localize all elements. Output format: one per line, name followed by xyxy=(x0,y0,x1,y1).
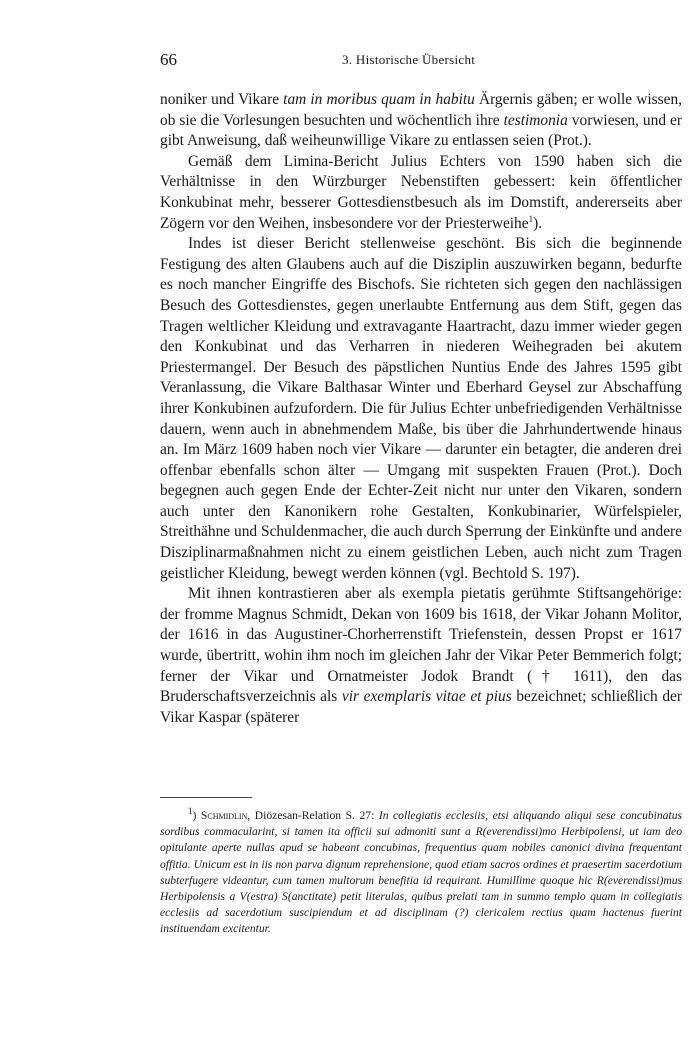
body-paragraph xyxy=(160,152,682,234)
body-paragraph xyxy=(160,234,682,584)
latin-phrase: testimonia xyxy=(503,111,568,129)
text-run: Gemäß dem Limina-Bericht Julius Echters von 1590 haben sich die Verhältnisse in den Würzburger Nebenstiften gebessert: kein öffentlicher Konkubinat mehr, besserer Gottesdienstbesuch als im Domstift, andererseits aber Zögern vor den Weihen, insbesondere vor der Priesterweihe xyxy=(160,152,682,232)
footnote-latin-quote: In collegiatis ecclesiis, etsi aliquando aliqui sese concubinatus sordibus commacularint, si tamen ita officii sui admoniti sunt a R(everendissi)mo Herbipolensi, ut iam deo opitulante aperte nullas apud se habeant concubinas, frequentius quam nobiles canonici divina frequentant offitia. Unicum est in iis non parva dignum reprehensione, quod etiam sacros ordines et praesertim sacerdotium subterfugere videantur, cum tamen multorum benefitia id requirant. Humillime quoque hic R(everendissi)mus Herbipolensis a V(estra) S(anctitate) petit literulas, quibus prelati tam in summo templo quam in collegiatis ecclesiis ad sacerdotium suscipiendum et ad disciplinam (?) clericalem rectius quam hactenus fuerint instituendam excitentur. xyxy=(160,809,683,936)
body-paragraph xyxy=(160,584,682,728)
text-run: Ärgernis gäben; er wolle wissen, ob sie die Vorlesungen besuchten und wöchentlich ihre xyxy=(160,91,682,129)
text-run: bezeichnet; schließlich der Vikar Kaspar (späterer xyxy=(160,688,682,726)
footnote-rule xyxy=(160,797,252,798)
text-run: noniker und Vikare xyxy=(160,91,284,108)
latin-phrase: tam in moribus quam in habitu xyxy=(283,91,475,108)
footnote-author: Schmidlin xyxy=(200,809,248,822)
body-text xyxy=(160,90,682,728)
body-paragraph xyxy=(160,90,682,152)
footnote-reference-mark: 1 xyxy=(528,213,534,224)
page-header xyxy=(160,50,680,70)
text-run: Indes ist dieser Bericht stellenweise geschönt. Bis sich die beginnende Festigung des alten Glaubens auch auf die Disziplin auszuwirken begann, bedurfte es noch mancher Eingriffe des Bischofs. Sie richteten sich gegen den nachlässigen Besuch des Gottesdienstes, gegen unerlaubte Entfernung aus dem Stift, gegen das Tragen weltlicher Kleidung und extravagante Haartracht, dazu immer wieder gegen den Konkubinat und das Verharren in niederen Weihegraden bei akutem Priestermangel. Der Besuch des päpstlichen Nuntius Ende des Jahres 1595 gibt Veranlassung, die Vikare Balthasar Winter und Eberhard Geysel zur Abschaffung ihrer Konkubinen aufzufordern. Die für Julius Echter unbefriedigenden Verhältnisse dauern, wenn auch in abnehmendem Maße, bis über die Jahrhundertwende hinaus an. Im März 1609 haben noch vier Vikare — darunter ein betagter, die anderen drei offenbar ebenfalls schon älter — Umgang mit suspekten Frauen (Prot.). Doch begegnen auch gegen Ende der Echter-Zeit nicht nur unter den Vikaren, sondern auch unter den Kanonikern rohe Gestalten, Konkubinarier, Würfelspieler, Streithähne und Schuldenmacher, die auch durch Sperrung der Einkünfte und andere Disziplinarmaßnahmen nicht zu einem geistlichen Leben, auch nicht zum Tragen geistlicher Kleidung, bewegt werden können (vgl. Bechtold S. 197). xyxy=(160,235,682,582)
text-run: ). xyxy=(533,214,543,232)
footnote-marker: 1 xyxy=(188,806,193,817)
text-run: vorwiesen, und er gibt Anweisung, daß weiheunwillige Vikare zu entlassen seien (Prot.). xyxy=(160,111,682,150)
text-run: Mit ihnen kontrastieren aber als exempla pietatis gerühmte Stiftsangehörige: der fromme Magnus Schmidt, Dekan von 1609 bis 1618, der Vikar Johann Molitor, der 1616 in das Augustiner-Chorherrenstift Triefenstein, dessen Propst er 1617 wurde, übertritt, wohin ihm noch im gleichen Jahr der Vikar Peter Bemmerich folgt; ferner der Vikar und Ornatmeister Jodok Brandt († 1611), den das Bruderschaftsverzeichnis als xyxy=(160,585,682,706)
running-title: 3. Historische Übersicht xyxy=(342,52,476,67)
latin-phrase: vir exemplaris vitae et pius xyxy=(341,688,512,706)
footnote xyxy=(160,808,682,938)
footnote-reference: , Diözesan-Relation S. 27: xyxy=(247,809,379,822)
footnote-paragraph: $^1$) Schmidlin, Diözesan-Relation S. 27: In collegiatis ecclesiis, etsi aliquando aliqui sese concubinatus sordibus commacularint, si tamen ita officii sui admoniti sunt a R(everendissi)mo Herbipolensi, ut iam deo opitulante aperte nullas apud se habeant concubinas, frequentius quam nobiles canonici divina frequentant offitia. Unicum est in iis non parva dignum reprehensione, quod etiam sacros ordines et praesertim sacerdotium subterfugere videantur, cum tamen multorum benefitia id requirant. Humillime quoque hic R(everendissi)mus Herbipolensis a V(estra) S(anctitate) petit literulas, quibus prelati tam in summo templo quam in collegiatis ecclesiis ad sacerdotium suscipiendum et ad disciplinam (?) clericalem rectius quam hactenus fuerint instituendam excitentur. xyxy=(160,806,683,936)
page-number: 66 xyxy=(160,50,177,69)
